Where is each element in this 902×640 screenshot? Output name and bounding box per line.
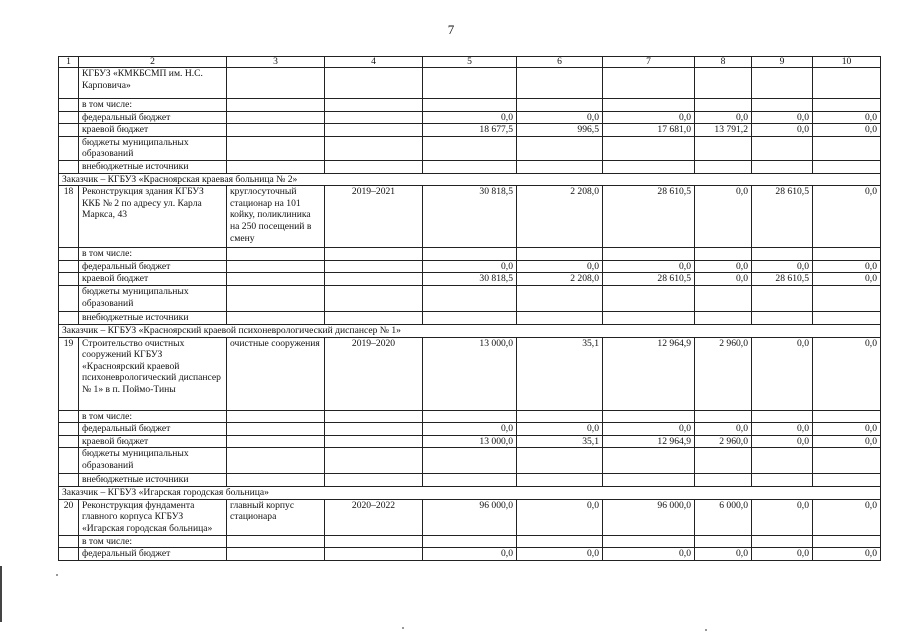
value-cell: 0,0 — [813, 499, 881, 535]
value-cell: 0,0 — [813, 260, 881, 273]
object-name-cell: краевой бюджет — [79, 124, 227, 137]
value-cell — [423, 248, 517, 261]
row-number-cell — [59, 423, 79, 436]
object-name-cell: в том числе: — [79, 99, 227, 112]
value-cell: 30 818,5 — [423, 186, 517, 248]
value-cell — [517, 410, 603, 423]
period-cell — [325, 312, 423, 325]
column-number-cell: 8 — [695, 57, 752, 68]
table-row — [59, 248, 881, 261]
object-name-cell: внебюджетные источники — [79, 474, 227, 487]
row-number-cell — [59, 273, 79, 286]
period-cell — [325, 535, 423, 548]
period-cell — [325, 423, 423, 436]
value-cell — [752, 448, 813, 474]
value-cell — [517, 136, 603, 160]
object-name-cell: в том числе: — [79, 535, 227, 548]
value-cell — [695, 312, 752, 325]
value-cell: 13 791,2 — [695, 124, 752, 137]
capacity-cell: главный корпус стационара — [227, 499, 325, 535]
object-name-cell: внебюджетные источники — [79, 160, 227, 173]
value-cell: 96 000,0 — [423, 499, 517, 535]
value-cell: 0,0 — [423, 548, 517, 561]
period-cell: 2020–2022 — [325, 499, 423, 535]
value-cell — [603, 99, 695, 112]
value-cell: 17 681,0 — [603, 124, 695, 137]
value-cell — [603, 448, 695, 474]
value-cell: 0,0 — [517, 499, 603, 535]
value-cell: 0,0 — [517, 423, 603, 436]
value-cell — [752, 312, 813, 325]
capacity-cell — [227, 248, 325, 261]
value-cell — [423, 68, 517, 99]
scan-speck — [402, 627, 404, 629]
value-cell: 0,0 — [813, 423, 881, 436]
capacity-cell — [227, 474, 325, 487]
value-cell — [603, 286, 695, 312]
table-row — [59, 410, 881, 423]
table-row — [59, 435, 881, 448]
column-number-cell: 4 — [325, 57, 423, 68]
capacity-cell — [227, 68, 325, 99]
table-row — [59, 337, 881, 410]
object-name-cell: краевой бюджет — [79, 273, 227, 286]
row-number-cell: 20 — [59, 499, 79, 535]
value-cell — [517, 68, 603, 99]
value-cell — [813, 248, 881, 261]
value-cell: 2 208,0 — [517, 273, 603, 286]
capacity-cell — [227, 124, 325, 137]
value-cell — [423, 535, 517, 548]
value-cell — [813, 286, 881, 312]
value-cell — [603, 535, 695, 548]
period-cell — [325, 124, 423, 137]
value-cell: 0,0 — [752, 435, 813, 448]
value-cell — [423, 474, 517, 487]
value-cell — [695, 535, 752, 548]
table-row — [59, 499, 881, 535]
value-cell: 0,0 — [813, 186, 881, 248]
table-row — [59, 474, 881, 487]
row-number-cell — [59, 286, 79, 312]
period-cell — [325, 136, 423, 160]
object-name-cell: Строительство очистных сооружений КГБУЗ «Красноярский краевой психоневрологический диспансер № 1» в п. Поймо-Тины — [79, 337, 227, 410]
value-cell: 0,0 — [752, 124, 813, 137]
value-cell — [752, 160, 813, 173]
value-cell: 0,0 — [695, 111, 752, 124]
value-cell: 0,0 — [603, 423, 695, 436]
capacity-cell — [227, 435, 325, 448]
value-cell — [603, 136, 695, 160]
value-cell: 2 208,0 — [517, 186, 603, 248]
value-cell: 0,0 — [517, 260, 603, 273]
value-cell — [695, 410, 752, 423]
value-cell: 12 964,9 — [603, 435, 695, 448]
period-cell — [325, 474, 423, 487]
table-row — [59, 273, 881, 286]
scan-speck — [56, 574, 58, 576]
column-number-cell: 9 — [752, 57, 813, 68]
value-cell — [695, 448, 752, 474]
customer-row — [59, 173, 881, 186]
capacity-cell — [227, 160, 325, 173]
value-cell — [813, 448, 881, 474]
row-number-cell — [59, 260, 79, 273]
object-name-cell: внебюджетные источники — [79, 312, 227, 325]
value-cell: 28 610,5 — [752, 273, 813, 286]
table-row — [59, 136, 881, 160]
capacity-cell — [227, 273, 325, 286]
value-cell — [752, 248, 813, 261]
table-row — [59, 186, 881, 248]
object-name-cell: Реконструкция фундамента главного корпуса КГБУЗ «Игарская городская больница» — [79, 499, 227, 535]
value-cell: 0,0 — [752, 423, 813, 436]
customer-label: Заказчик – КГБУЗ «Игарская городская больница» — [59, 486, 881, 499]
capacity-cell — [227, 410, 325, 423]
value-cell: 0,0 — [752, 499, 813, 535]
capacity-cell: очистные сооружения — [227, 337, 325, 410]
value-cell — [423, 136, 517, 160]
value-cell — [813, 68, 881, 99]
value-cell: 0,0 — [813, 273, 881, 286]
customer-row — [59, 486, 881, 499]
capacity-cell — [227, 535, 325, 548]
row-number-cell — [59, 548, 79, 561]
scan-speck — [705, 629, 707, 631]
value-cell — [752, 286, 813, 312]
period-cell — [325, 160, 423, 173]
row-number-cell — [59, 410, 79, 423]
value-cell: 0,0 — [813, 124, 881, 137]
table-row — [59, 111, 881, 124]
value-cell: 13 000,0 — [423, 337, 517, 410]
value-cell: 35,1 — [517, 337, 603, 410]
capacity-cell — [227, 260, 325, 273]
value-cell — [695, 160, 752, 173]
capacity-cell — [227, 448, 325, 474]
column-number-cell: 6 — [517, 57, 603, 68]
object-name-cell: федеральный бюджет — [79, 548, 227, 561]
customer-label: Заказчик – КГБУЗ «Красноярская краевая больница № 2» — [59, 173, 881, 186]
value-cell — [695, 474, 752, 487]
value-cell — [423, 99, 517, 112]
table-row — [59, 124, 881, 137]
value-cell: 0,0 — [517, 548, 603, 561]
value-cell — [813, 474, 881, 487]
value-cell: 0,0 — [813, 435, 881, 448]
value-cell — [813, 160, 881, 173]
value-cell — [423, 160, 517, 173]
value-cell: 0,0 — [813, 111, 881, 124]
value-cell: 35,1 — [517, 435, 603, 448]
value-cell — [517, 286, 603, 312]
value-cell: 28 610,5 — [603, 186, 695, 248]
table-row — [59, 68, 881, 99]
value-cell — [423, 410, 517, 423]
table-row — [59, 548, 881, 561]
row-number-cell — [59, 474, 79, 487]
period-cell — [325, 448, 423, 474]
value-cell: 28 610,5 — [752, 186, 813, 248]
column-number-cell: 7 — [603, 57, 695, 68]
column-number-cell: 5 — [423, 57, 517, 68]
value-cell — [695, 136, 752, 160]
period-cell — [325, 410, 423, 423]
budget-table — [58, 56, 881, 561]
row-number-cell — [59, 99, 79, 112]
table-body — [59, 68, 881, 561]
row-number-cell — [59, 160, 79, 173]
value-cell: 0,0 — [752, 548, 813, 561]
customer-label: Заказчик – КГБУЗ «Красноярский краевой психоневрологический диспансер № 1» — [59, 324, 881, 337]
value-cell — [813, 136, 881, 160]
row-number-cell — [59, 248, 79, 261]
row-number-cell: 19 — [59, 337, 79, 410]
value-cell: 0,0 — [695, 186, 752, 248]
value-cell: 0,0 — [695, 260, 752, 273]
capacity-cell — [227, 312, 325, 325]
object-name-cell: бюджеты муниципальных образований — [79, 448, 227, 474]
object-name-cell: краевой бюджет — [79, 435, 227, 448]
value-cell — [517, 535, 603, 548]
value-cell: 30 818,5 — [423, 273, 517, 286]
object-name-cell: Реконструкция здания КГБУЗ ККБ № 2 по адресу ул. Карла Маркса, 43 — [79, 186, 227, 248]
value-cell — [423, 286, 517, 312]
value-cell: 0,0 — [813, 337, 881, 410]
value-cell: 0,0 — [603, 111, 695, 124]
value-cell — [517, 160, 603, 173]
value-cell: 0,0 — [603, 260, 695, 273]
value-cell: 28 610,5 — [603, 273, 695, 286]
value-cell: 996,5 — [517, 124, 603, 137]
period-cell — [325, 435, 423, 448]
column-number-cell: 3 — [227, 57, 325, 68]
row-number-cell — [59, 68, 79, 99]
value-cell — [603, 474, 695, 487]
value-cell: 18 677,5 — [423, 124, 517, 137]
value-cell — [695, 99, 752, 112]
capacity-cell — [227, 99, 325, 112]
object-name-cell: бюджеты муниципальных образований — [79, 136, 227, 160]
binding-margin-line — [0, 566, 2, 622]
value-cell — [695, 286, 752, 312]
capacity-cell — [227, 111, 325, 124]
period-cell — [325, 99, 423, 112]
value-cell: 2 960,0 — [695, 337, 752, 410]
value-cell: 0,0 — [695, 423, 752, 436]
row-number-cell — [59, 535, 79, 548]
object-name-cell: в том числе: — [79, 410, 227, 423]
value-cell — [752, 474, 813, 487]
value-cell — [423, 312, 517, 325]
value-cell: 0,0 — [752, 260, 813, 273]
object-name-cell: в том числе: — [79, 248, 227, 261]
value-cell: 0,0 — [603, 548, 695, 561]
value-cell — [813, 312, 881, 325]
value-cell — [813, 99, 881, 112]
row-number-cell — [59, 312, 79, 325]
customer-row — [59, 324, 881, 337]
object-name-cell: бюджеты муниципальных образований — [79, 286, 227, 312]
value-cell — [813, 535, 881, 548]
capacity-cell — [227, 136, 325, 160]
capacity-cell — [227, 423, 325, 436]
period-cell: 2019–2021 — [325, 186, 423, 248]
value-cell: 0,0 — [695, 548, 752, 561]
page-number: 7 — [447, 22, 455, 37]
value-cell — [603, 410, 695, 423]
value-cell — [517, 448, 603, 474]
value-cell — [603, 68, 695, 99]
period-cell — [325, 68, 423, 99]
object-name-cell: федеральный бюджет — [79, 423, 227, 436]
capacity-cell — [227, 286, 325, 312]
row-number-cell — [59, 124, 79, 137]
table-row — [59, 160, 881, 173]
value-cell — [517, 248, 603, 261]
value-cell: 2 960,0 — [695, 435, 752, 448]
period-cell — [325, 548, 423, 561]
period-cell — [325, 260, 423, 273]
value-cell: 0,0 — [517, 111, 603, 124]
value-cell — [752, 99, 813, 112]
value-cell — [603, 312, 695, 325]
object-name-cell: КГБУЗ «КМКБСМП им. Н.С. Карповича» — [79, 68, 227, 99]
table-row — [59, 286, 881, 312]
table-row — [59, 312, 881, 325]
value-cell — [752, 535, 813, 548]
value-cell — [603, 248, 695, 261]
period-cell — [325, 248, 423, 261]
value-cell — [752, 410, 813, 423]
value-cell — [752, 68, 813, 99]
row-number-cell — [59, 435, 79, 448]
table-row — [59, 260, 881, 273]
period-cell — [325, 286, 423, 312]
value-cell: 6 000,0 — [695, 499, 752, 535]
object-name-cell: федеральный бюджет — [79, 111, 227, 124]
column-number-cell: 2 — [79, 57, 227, 68]
value-cell — [603, 160, 695, 173]
value-cell: 0,0 — [752, 111, 813, 124]
value-cell: 0,0 — [423, 423, 517, 436]
table-row — [59, 535, 881, 548]
value-cell: 0,0 — [813, 548, 881, 561]
row-number-cell — [59, 448, 79, 474]
period-cell — [325, 273, 423, 286]
value-cell — [517, 312, 603, 325]
table-row — [59, 448, 881, 474]
table-row — [59, 423, 881, 436]
row-number-cell — [59, 111, 79, 124]
value-cell: 13 000,0 — [423, 435, 517, 448]
value-cell — [517, 99, 603, 112]
row-number-cell: 18 — [59, 186, 79, 248]
object-name-cell: федеральный бюджет — [79, 260, 227, 273]
table-row — [59, 99, 881, 112]
value-cell: 96 000,0 — [603, 499, 695, 535]
column-number-cell: 10 — [813, 57, 881, 68]
period-cell: 2019–2020 — [325, 337, 423, 410]
value-cell — [752, 136, 813, 160]
value-cell: 0,0 — [423, 111, 517, 124]
value-cell: 0,0 — [695, 273, 752, 286]
value-cell — [695, 248, 752, 261]
value-cell — [423, 448, 517, 474]
period-cell — [325, 111, 423, 124]
capacity-cell — [227, 548, 325, 561]
capacity-cell: круглосуточный стационар на 101 койку, поликлиника на 250 посещений в смену — [227, 186, 325, 248]
value-cell: 12 964,9 — [603, 337, 695, 410]
row-number-cell — [59, 136, 79, 160]
value-cell — [695, 68, 752, 99]
value-cell: 0,0 — [752, 337, 813, 410]
value-cell — [813, 410, 881, 423]
column-number-cell: 1 — [59, 57, 79, 68]
value-cell: 0,0 — [423, 260, 517, 273]
column-number-row — [59, 57, 881, 68]
value-cell — [517, 474, 603, 487]
